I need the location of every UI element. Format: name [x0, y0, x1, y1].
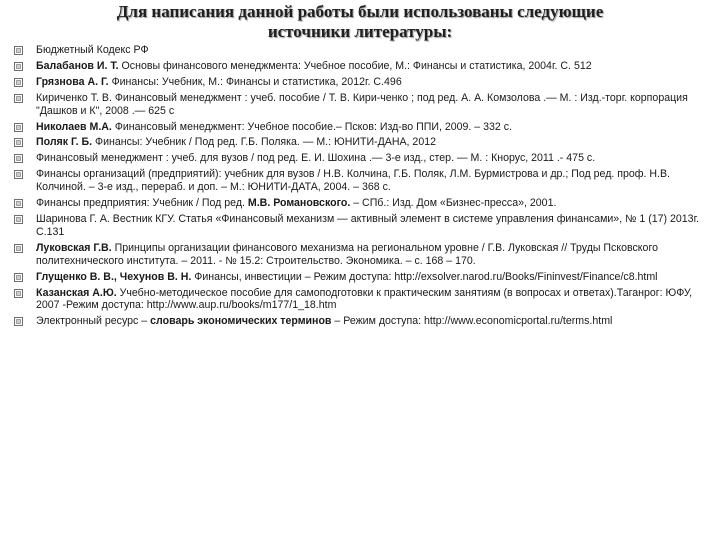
reference-text: Финансовый менеджмент: Учебное пособие.– Псков: Изд-во ППИ, 2009. – 332 с.	[111, 120, 513, 133]
square-bullet-icon	[14, 170, 23, 179]
page-title-line-1: Для написания данной работы были использованы следующие	[116, 2, 604, 21]
reference-text: Учебно-методическое пособие для самоподготовки к практическим занятиям (в вопросах и ответах).Таганрог: ЮФУ, 2007 -Режим доступа: http://www.aup.ru/books/m177/1_18.htm	[36, 286, 693, 312]
square-bullet-icon	[14, 123, 23, 132]
square-bullet-icon	[14, 244, 23, 253]
reference-text: Финансы организаций (предприятий): учебник для вузов / Н.В. Колчина, Г.Б. Поляк, Л.М. Бурмистрова и др.; Под ред. проф. Н.В. Колчиной. – 3-е изд., перераб. и доп. – М.: ЮНИТИ-ДАТА, 2004. – 368 с.	[36, 168, 670, 194]
page-title-line-2: источники литературы:	[267, 22, 453, 41]
reference-item	[14, 271, 704, 284]
reference-item	[14, 315, 704, 328]
reference-text: Бюджетный Кодекс РФ	[36, 44, 149, 56]
reference-item	[14, 136, 704, 149]
reference-item	[14, 197, 704, 210]
square-bullet-icon	[14, 199, 23, 208]
reference-text: Принципы организации финансового механизма на региональном уровне / Г.В. Луковская // Труды Псковского политехнического института. – 2011. - № 15.2: Строительство. Экономика. – с. 168 – 170.	[36, 241, 658, 267]
reference-item	[14, 168, 704, 194]
square-bullet-icon	[14, 273, 23, 282]
reference-tail: – Режим доступа: http://www.economicportal.ru/terms.html	[331, 315, 613, 328]
reference-item	[14, 44, 704, 57]
page-title	[0, 2, 720, 42]
square-bullet-icon	[14, 154, 23, 163]
reference-bold-part: М.В. Романовского.	[247, 197, 351, 210]
reference-item	[14, 92, 704, 118]
square-bullet-icon	[14, 78, 23, 87]
reference-text: Электронный ресурс –	[36, 315, 151, 328]
square-bullet-icon	[14, 138, 23, 147]
reference-item	[14, 287, 704, 313]
square-bullet-icon	[14, 46, 23, 55]
reference-text: Финансы, инвестиции – Режим доступа: http://exsolver.narod.ru/Books/Fininvest/Finance/c8.html	[191, 270, 658, 283]
square-bullet-icon	[14, 317, 23, 326]
reference-item	[14, 213, 704, 239]
reference-bold-part: словарь экономических терминов	[150, 315, 332, 328]
reference-text: Основы финансового менеджмента: Учебное пособие, М.: Финансы и статистика, 2004г. С. 512	[118, 59, 592, 72]
reference-tail: – СПб.: Изд. Дом «Бизнес-пресса», 2001.	[350, 197, 557, 210]
reference-item	[14, 152, 704, 165]
reference-text: Шаринова Г. А. Вестник КГУ. Статья «Финансовый механизм — активный элемент в системе управления финансами», № 1 (17) 2013г. С.131	[36, 212, 700, 238]
square-bullet-icon	[14, 289, 23, 298]
reference-author: Поляк Г. Б.	[36, 136, 93, 149]
reference-author: Глущенко В. В., Чехунов В. Н.	[36, 270, 192, 283]
reference-author: Грязнова А. Г.	[36, 75, 109, 88]
square-bullet-icon	[14, 94, 23, 103]
reference-author: Казанская А.Ю.	[36, 286, 117, 299]
square-bullet-icon	[14, 62, 23, 71]
reference-text: Финансы: Учебник, М.: Финансы и статистика, 2012г. С.496	[108, 75, 402, 88]
reference-list	[14, 44, 704, 331]
square-bullet-icon	[14, 215, 23, 224]
reference-author: Луковская Г.В.	[36, 241, 112, 254]
reference-text: Финансы предприятия: Учебник / Под ред.	[36, 197, 248, 210]
reference-author: Балабанов И. Т.	[36, 59, 119, 72]
reference-text: Финансовый менеджмент : учеб. для вузов / под ред. Е. И. Шохина .— 3-е изд., стер. — М. : Кнорус, 2011 .- 475 с.	[36, 152, 596, 165]
reference-item	[14, 242, 704, 268]
reference-author: Николаев М.А.	[36, 120, 112, 133]
reference-text: Финансы: Учебник / Под ред. Г.Б. Поляка. — М.: ЮНИТИ-ДАНА, 2012	[92, 136, 436, 149]
reference-item	[14, 60, 704, 73]
reference-text: Кириченко Т. В. Финансовый менеджмент : учеб. пособие / Т. В. Кири-ченко ; под ред. А. А. Комзолова .— М. : Изд.-торг. корпорация "Дашков и К", 2008 .— 625 с	[36, 91, 688, 117]
reference-item	[14, 121, 704, 134]
reference-item	[14, 76, 704, 89]
